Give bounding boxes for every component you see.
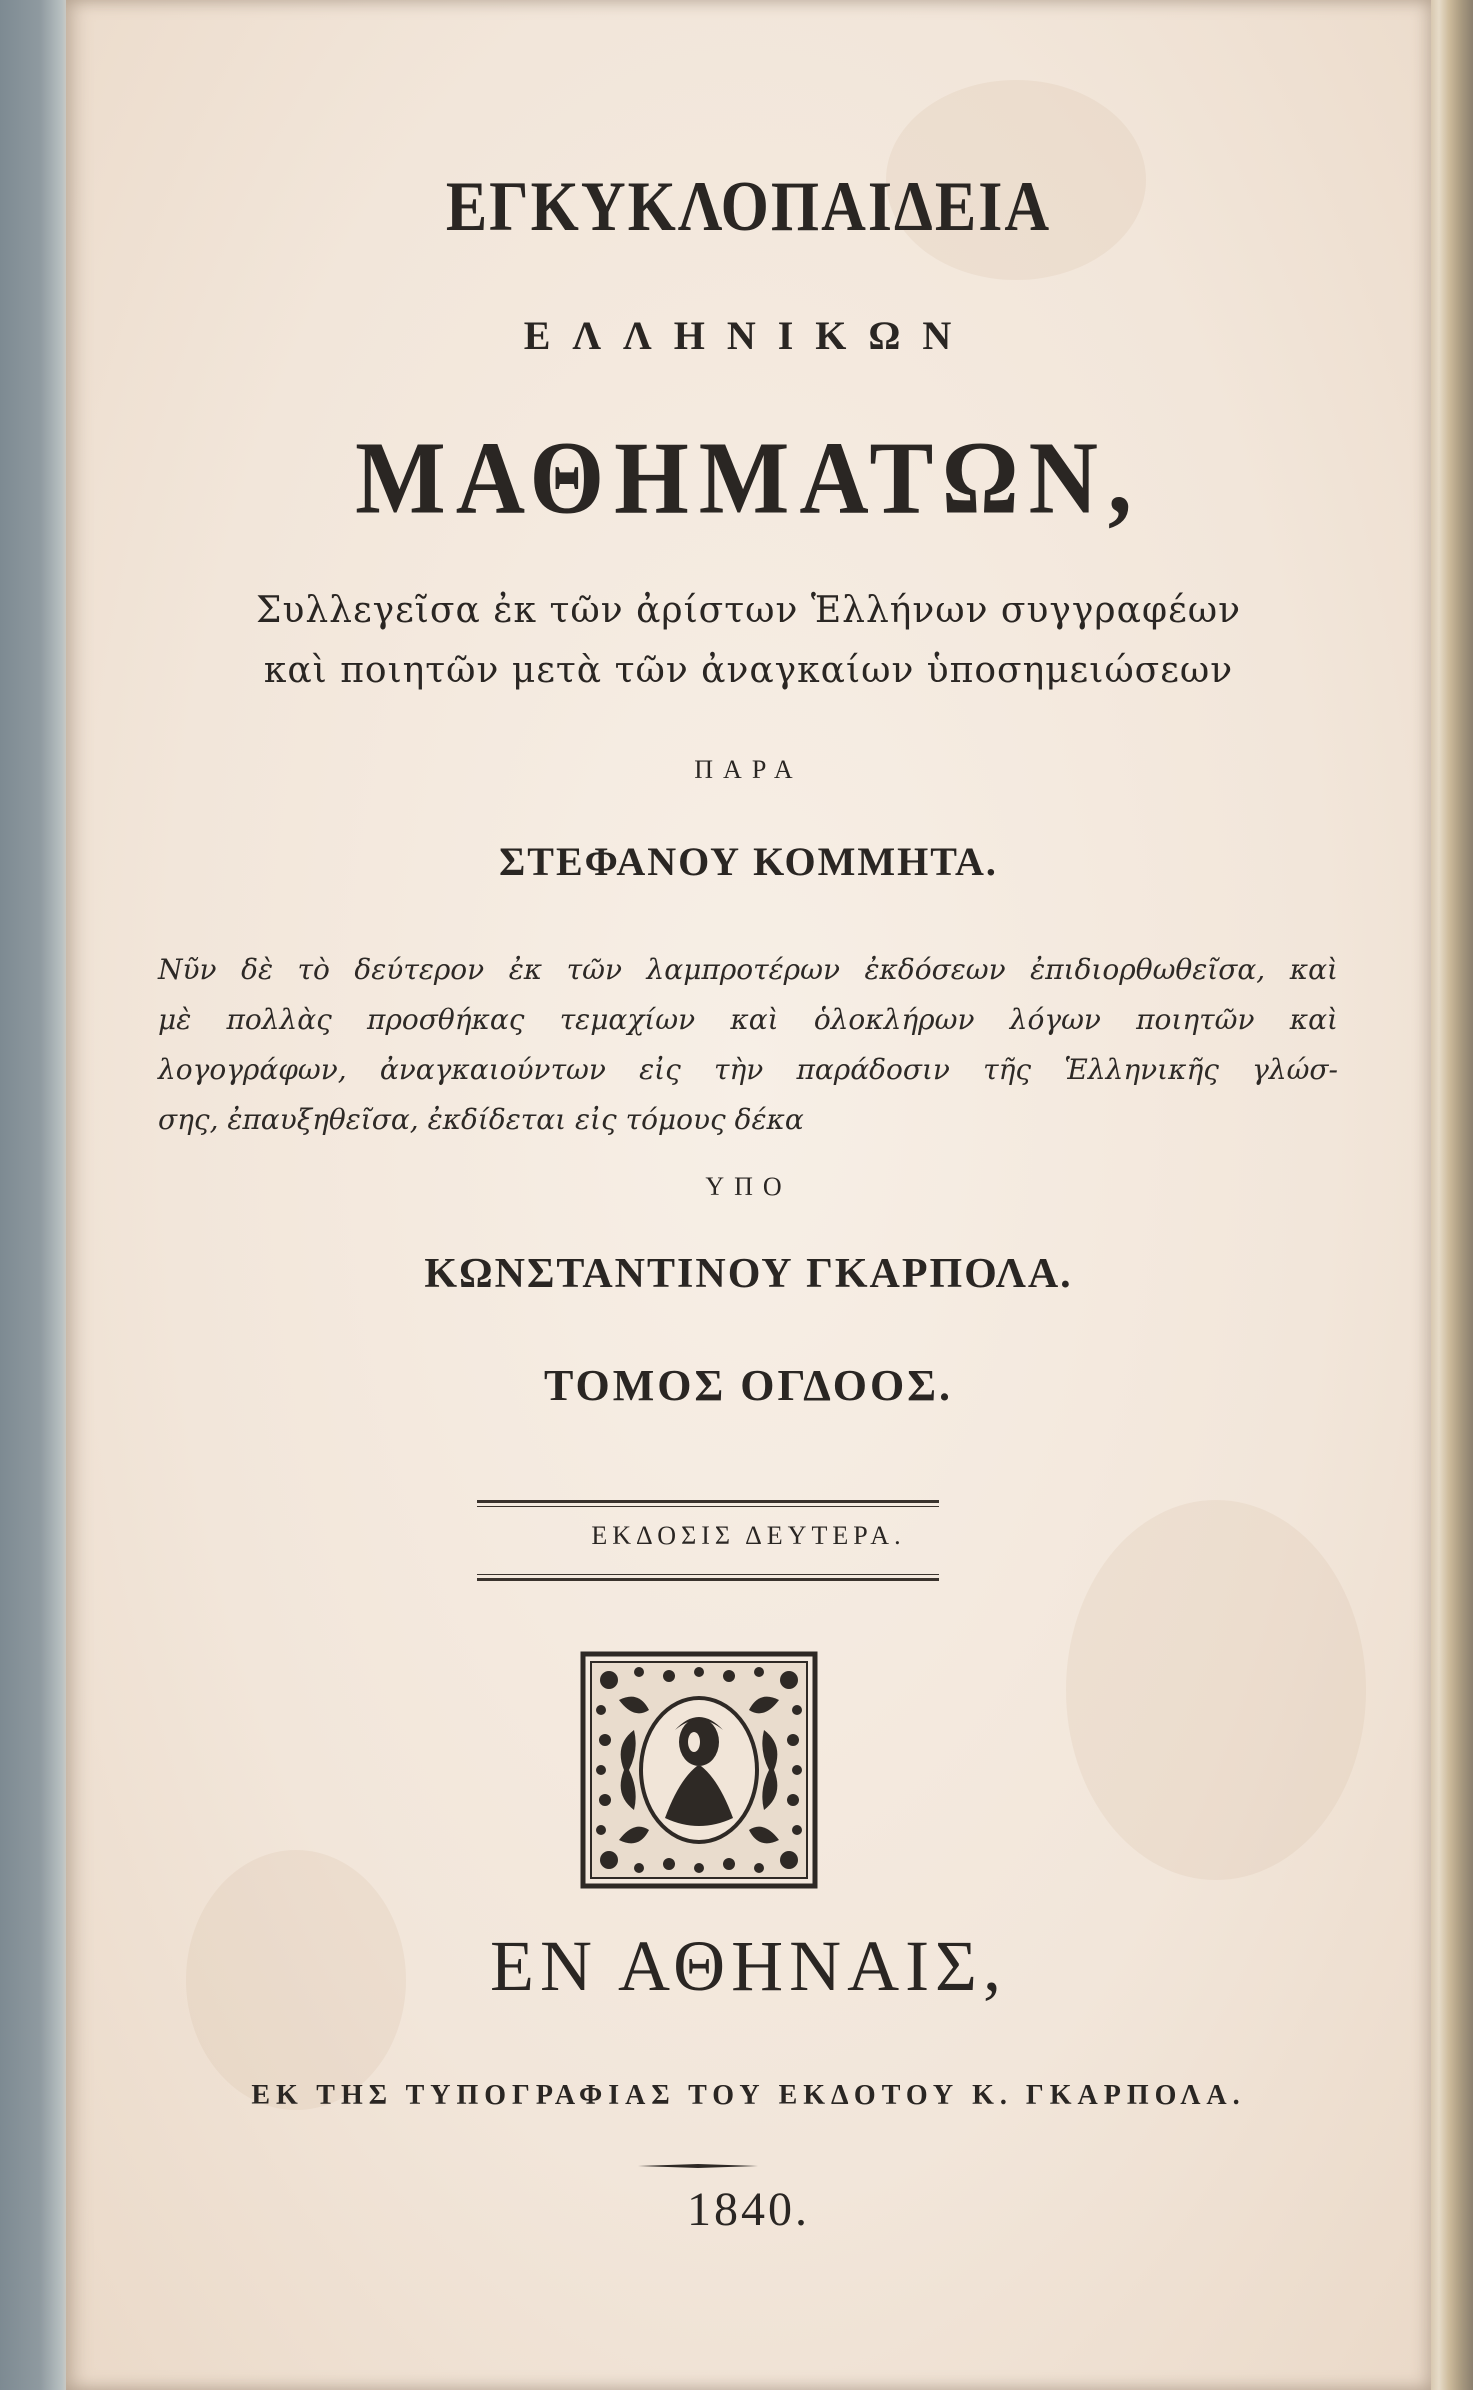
subtitle-line-2: καὶ ποιητῶν μετὰ τῶν ἀναγκαίων ὑποσημειώσεων — [263, 650, 1234, 691]
description-line: Νῦν δὲ τὸ δεύτερον ἐκ τῶν λαμπροτέρων ἐκδόσεων ἐπιδιορθωθεῖσα, καὶ — [158, 953, 1338, 986]
description-block — [158, 945, 1338, 1145]
page-edges — [1431, 0, 1473, 2390]
title-page — [66, 0, 1431, 2390]
foxing-stain — [1066, 1500, 1366, 1880]
under-label: ΥΠΟ — [705, 1172, 792, 1201]
double-rule-bottom — [477, 1578, 939, 1581]
by-label: ΠΑΡΑ — [694, 755, 803, 784]
double-rule-bottom-thin — [477, 1574, 939, 1575]
printers-device-bust-icon — [579, 1650, 819, 1890]
title-line-1: ΕΓΚΥΚΛΟΠΑΙΔΕΙΑ — [445, 167, 1052, 247]
compiler-name: ΣΤΕΦΑΝΟΥ ΚΟΜΜΗΤΑ. — [499, 839, 998, 884]
printer-imprint: ΕΚ ΤΗΣ ΤΥΠΟΓΡΑΦΙΑΣ ΤΟΥ ΕΚΔΟΤΟΥ Κ. ΓΚΑΡΠΟΛΑ. — [251, 2080, 1246, 2111]
title-line-2: ΕΛΛΗΝΙΚΩΝ — [523, 313, 974, 358]
edition-label: ΕΚΔΟΣΙΣ ΔΕΥΤΕΡΑ. — [591, 1521, 906, 1550]
description-line: λογογράφων, ἀναγκαιούντων εἰς τὴν παράδοσιν τῆς Ἑλληνικῆς γλώσ- — [158, 1053, 1338, 1086]
title-line-3: ΜΑΘΗΜΑΤΩΝ, — [355, 419, 1142, 536]
description-line: μὲ πολλὰς προσθήκας τεμαχίων καὶ ὁλοκλήρων λόγων ποιητῶν καὶ — [158, 1003, 1338, 1036]
subtitle-line-1: Συλλεγεῖσα ἐκ τῶν ἀρίστων Ἑλλήνων συγγραφέων — [256, 590, 1241, 631]
decorative-rule — [638, 2164, 758, 2168]
double-rule-top-thin — [477, 1506, 939, 1507]
description-line: σης, ἐπαυξηθεῖσα, ἐκδίδεται εἰς τόμους δέκα — [158, 1103, 804, 1136]
editor-name: ΚΩΝΣΤΑΝΤΙΝΟΥ ΓΚΑΡΠΟΛΑ. — [424, 1251, 1073, 1297]
double-rule-top — [477, 1500, 939, 1503]
publication-year: 1840. — [687, 2183, 810, 2236]
volume-label: ΤΟΜΟΣ ΟΓΔΟΟΣ. — [543, 1361, 954, 1410]
place-of-publication: ΕΝ ΑΘΗΝΑΙΣ, — [490, 1926, 1007, 2006]
